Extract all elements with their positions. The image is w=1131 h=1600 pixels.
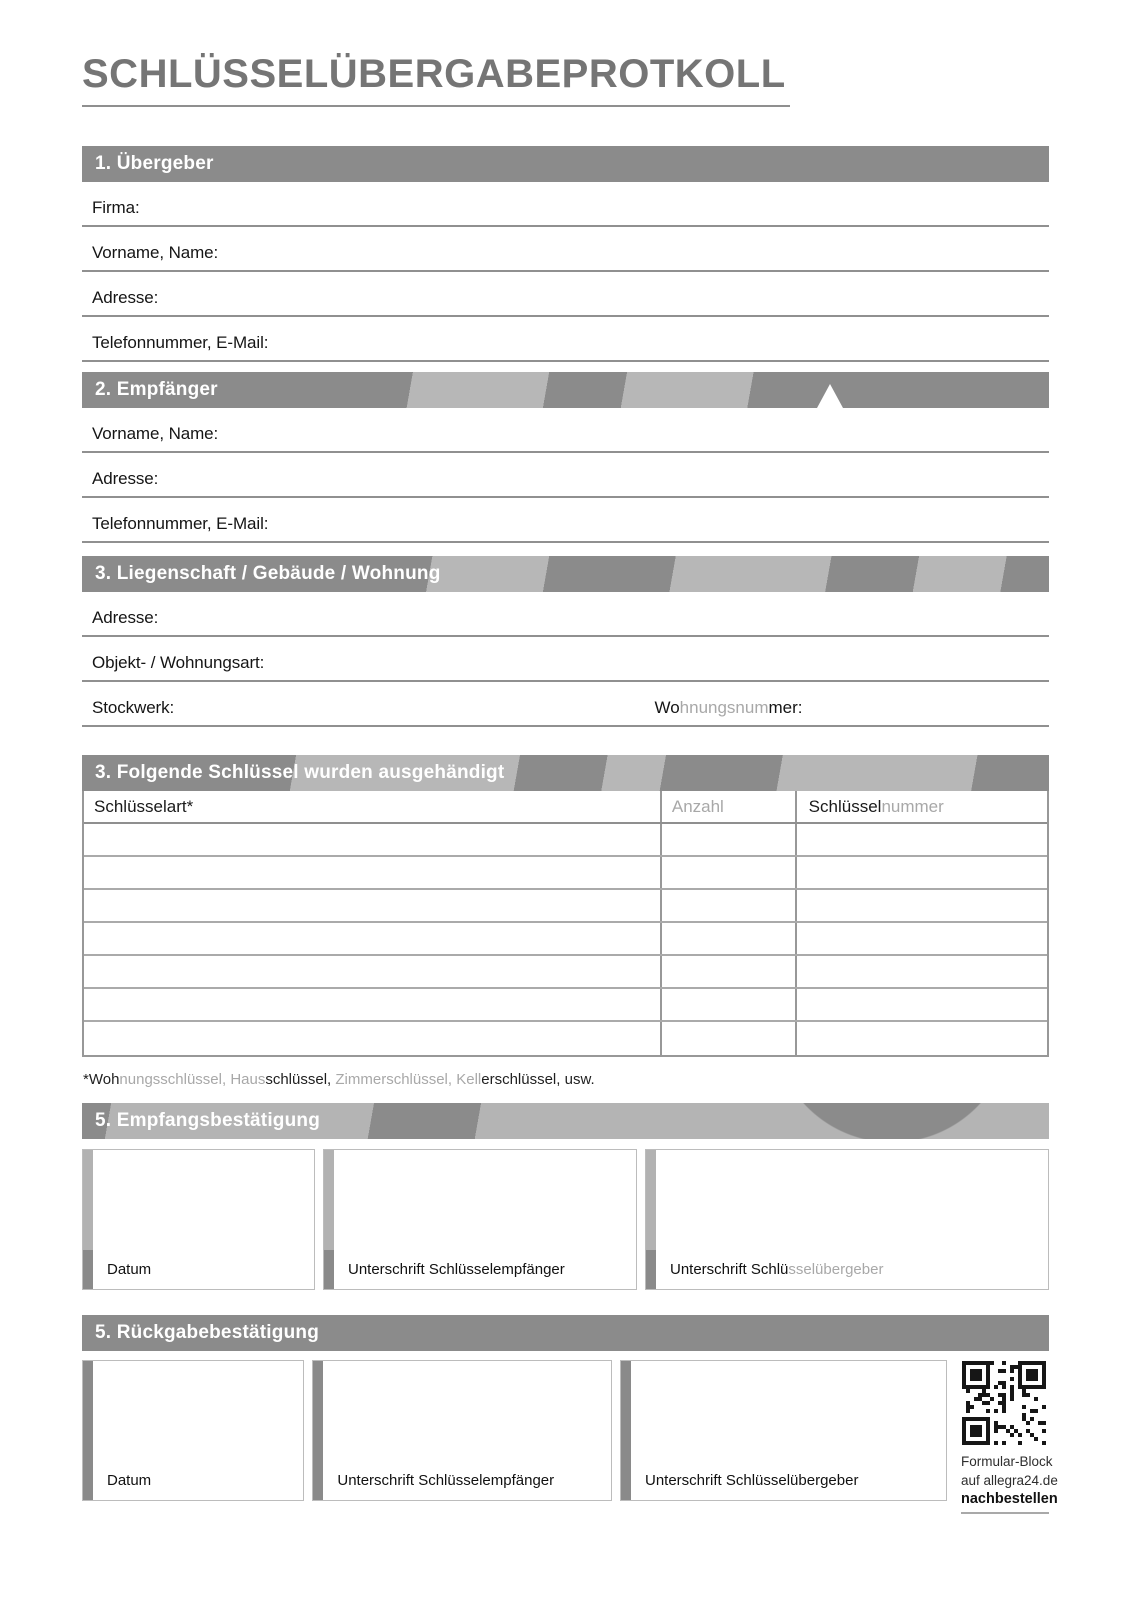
qr-caption-line1: Formular-Block [961,1454,1053,1469]
field-liegenschaft-adresse-label: Adresse: [92,608,159,627]
box-edge-bar [621,1361,631,1500]
key-anzahl-cell[interactable] [660,890,795,921]
box-edge-bar [83,1150,93,1289]
field-uebergeber-adresse[interactable] [82,272,1049,317]
key-art-cell[interactable] [84,956,660,987]
key-anzahl-cell[interactable] [660,1022,795,1055]
field-liegenschaft-adresse[interactable] [82,592,1049,637]
rueckgabe-unterschrift-empfaenger-box[interactable] [312,1360,612,1501]
field-stockwerk-wohnungsnummer[interactable] [82,682,1049,727]
key-row [84,923,1047,956]
key-anzahl-cell[interactable] [660,956,795,987]
rueckgabe-unterschrift-empfaenger-label: Unterschrift Schlüsselempfänger [337,1472,555,1489]
section-header-uebergeber: 1. Übergeber [82,146,1049,182]
field-empfaenger-adresse[interactable] [82,453,1049,498]
key-art-cell[interactable] [84,923,660,954]
key-art-cell[interactable] [84,1022,660,1055]
rueckgabe-unterschrift-uebergeber-box[interactable] [620,1360,947,1501]
rueckgabe-datum-box[interactable] [82,1360,304,1501]
field-uebergeber-name-label: Vorname, Name: [92,243,219,262]
section-header-empfaenger: 2. Empfänger [82,372,1049,408]
section-header-rueckgabebestaetigung: 5. Rückgabebestätigung [82,1315,1049,1351]
key-row [84,989,1047,1022]
key-row [84,890,1047,923]
field-uebergeber-name[interactable] [82,227,1049,272]
key-nummer-cell[interactable] [795,1022,1047,1055]
key-nummer-cell[interactable] [795,890,1047,921]
field-empfaenger-telefon-email-label: Telefonnummer, E-Mail: [92,514,269,533]
rueckgabe-unterschrift-uebergeber-label: Unterschrift Schlüsselübergeber [645,1472,859,1489]
keys-table-header-row [84,791,1047,824]
field-empfaenger-telefon-email[interactable] [82,498,1049,543]
key-nummer-cell[interactable] [795,824,1047,855]
section-header-empfangsbestaetigung: 5. Empfangsbestätigung [82,1103,1049,1139]
field-firma[interactable] [82,182,1049,227]
field-uebergeber-adresse-label: Adresse: [92,288,159,307]
key-art-cell[interactable] [84,989,660,1020]
key-anzahl-cell[interactable] [660,824,795,855]
field-empfaenger-adresse-label: Adresse: [92,469,159,488]
qr-code [961,1360,1047,1446]
box-edge-bar [324,1150,334,1289]
field-objektart[interactable] [82,637,1049,682]
empfang-unterschrift-uebergeber-box[interactable] [645,1149,1049,1290]
field-wohnungsnummer-label: Wohnungsnummer: [654,698,803,717]
key-row [84,956,1047,989]
key-row [84,824,1047,857]
column-anzahl: Anzahl [671,796,724,816]
key-art-cell[interactable] [84,857,660,888]
key-anzahl-cell[interactable] [660,923,795,954]
qr-caption-line2: auf allegra24.de [961,1473,1058,1488]
column-schluesselnummer: Schlüsselnummer [808,796,944,816]
box-edge-bar [313,1361,323,1500]
key-row [84,857,1047,890]
box-edge-bar [83,1361,93,1500]
column-schluesselart: Schlüsselart* [94,796,194,816]
key-anzahl-cell[interactable] [660,989,795,1020]
field-objektart-label: Objekt- / Wohnungsart: [92,653,265,672]
key-nummer-cell[interactable] [795,923,1047,954]
section-header-liegenschaft: 3. Liegenschaft / Gebäude / Wohnung [82,556,1049,592]
qr-caption [961,1452,1058,1514]
empfang-unterschrift-uebergeber-label: Unterschrift Schlüsselübergeber [670,1261,884,1278]
rueckgabe-datum-label: Datum [107,1472,152,1489]
field-empfaenger-name[interactable] [82,408,1049,453]
empfang-datum-label: Datum [107,1261,152,1278]
box-edge-bar [646,1150,656,1289]
key-anzahl-cell[interactable] [660,857,795,888]
page-title: SCHLÜSSELÜBERGABEPROTKOLL [82,52,790,107]
field-uebergeber-telefon-email-label: Telefonnummer, E-Mail: [92,333,269,352]
keys-footnote: *Wohnungsschlüssel, Hausschlüssel, Zimmerschlüssel, Kellerschlüssel, usw. [83,1071,595,1088]
field-empfaenger-name-label: Vorname, Name: [92,424,219,443]
section-header-schluessel: 3. Folgende Schlüssel wurden ausgehändigt [82,755,1049,791]
qr-caption-line3: nachbestellen [961,1491,1058,1507]
field-stockwerk-label: Stockwerk: [92,698,175,717]
empfang-unterschrift-empfaenger-label: Unterschrift Schlüsselempfänger [348,1261,565,1278]
key-art-cell[interactable] [84,890,660,921]
empfang-datum-box[interactable] [82,1149,315,1290]
qr-block [961,1360,1058,1514]
key-art-cell[interactable] [84,824,660,855]
keys-table [82,791,1049,1057]
key-nummer-cell[interactable] [795,956,1047,987]
key-row [84,1022,1047,1055]
key-nummer-cell[interactable] [795,857,1047,888]
key-nummer-cell[interactable] [795,989,1047,1020]
field-uebergeber-telefon-email[interactable] [82,317,1049,362]
empfang-unterschrift-empfaenger-box[interactable] [323,1149,637,1290]
field-firma-label: Firma: [92,198,140,217]
